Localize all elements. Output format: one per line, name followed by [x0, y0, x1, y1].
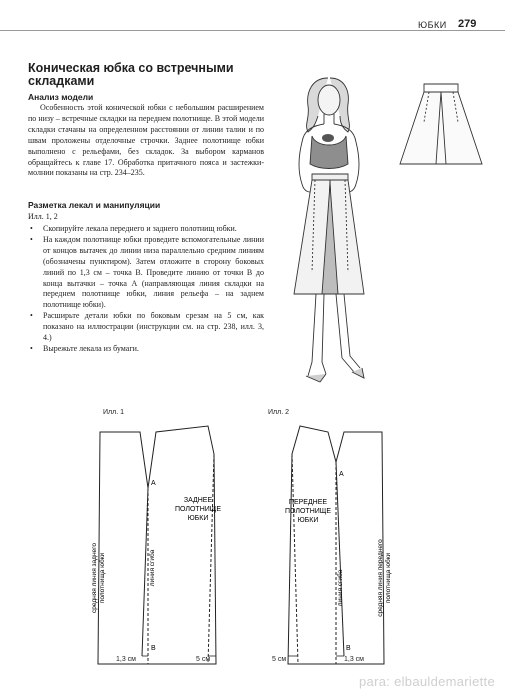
instruction-item: • На каждом полотнище юбки проведите вспомогательные линии от концов вытачек до линии низа параллельно средним линиям (обозначены пунктиром). Затем отложите в сторону боковых линий по 1,3 см – точка В. Проведите линию от точки В до конца вытачки – точка А (направляющая линия складки на переднем полотнище юбки, линия рельефа – на заднем полотнище юбки). — [28, 235, 264, 311]
flower-brooch — [322, 134, 334, 142]
ill2-center-line-label: полотнища юбки — [385, 552, 392, 604]
instruction-item: • Расширьте детали юбки по боковым срезам на 5 см, как показано на иллюстрации (инструкции см. на стр. 238, илл. 3, 4.) — [28, 311, 264, 344]
ill1-center-line-label: полотнища юбки — [99, 552, 106, 604]
section-label: ЮБКИ — [418, 20, 447, 30]
skirt-flat-sketch — [396, 78, 492, 174]
ill-reference: Илл. 1, 2 — [28, 212, 58, 221]
instruction-list — [28, 224, 264, 355]
watermark: para: elbauldemariette — [359, 674, 495, 689]
ill1-pattern — [70, 418, 250, 668]
ill2-center-line-label: средняя линия переднего — [377, 539, 384, 617]
layout-heading: Разметка лекал и манипуляции — [28, 200, 161, 210]
ill1-fold-line-label: линия сгиба — [149, 549, 156, 587]
ill2-panel-line: ПЕРЕДНЕЕ — [288, 499, 328, 506]
ill1-label: Илл. 1 — [103, 409, 124, 416]
title-line: Коническая юбка со встречными — [28, 61, 234, 75]
ill2-point-b: В — [346, 645, 351, 652]
ill2-point-a: А — [339, 471, 344, 478]
analysis-heading: Анализ модели — [28, 92, 94, 102]
ill2-dim-right: 1,3 см — [344, 656, 364, 663]
ill1-panel-line: ПОЛОТНИЩЕ — [174, 506, 222, 513]
back-panel-outline — [98, 426, 216, 664]
ill2-panel-line: ЮБКИ — [297, 517, 319, 524]
ill1-panel-line: ЮБКИ — [187, 515, 209, 522]
ill1-point-a: А — [151, 480, 156, 487]
ill1-dim-left: 1,3 см — [116, 656, 136, 663]
ill2-label: Илл. 2 — [268, 409, 289, 416]
model-illustration — [268, 72, 404, 394]
ill2-panel-line: ПОЛОТНИЩЕ — [284, 508, 332, 515]
analysis-paragraph: Особенность этой конической юбки с небольшим расширением по низу – встречные складки на переднем полотнище. В этой модели складки стачаны на определенном расстоянии от линии талии и по швам проложены отделочные строчки. Заднее полотнище юбки выполнено с рельефами, без складок. За выбором карманов обращайтесь к главе 17. Обработка притачного пояса и застежки-молнии показаны на стр. 234–235. — [28, 103, 264, 178]
page-number: 279 — [458, 18, 477, 30]
ill1-point-b: В — [151, 645, 156, 652]
title-line: складками — [28, 74, 95, 88]
ill2-dim-left: 5 см — [272, 656, 287, 663]
ill1-dim-right: 5 см — [196, 656, 211, 663]
article-title — [28, 62, 258, 88]
ill1-panel-line: ЗАДНЕЕ — [183, 497, 213, 504]
instruction-item: • Вырежьте лекала из бумаги. — [28, 344, 264, 355]
header-rule — [0, 30, 505, 31]
ill2-pattern — [258, 418, 438, 668]
ill2-fold-line-label: линия сгиба — [337, 569, 344, 607]
ill1-center-line-label: средняя линия заднего — [91, 543, 98, 613]
instruction-item: • Скопируйте лекала переднего и заднего полотнищ юбки. — [28, 224, 264, 235]
